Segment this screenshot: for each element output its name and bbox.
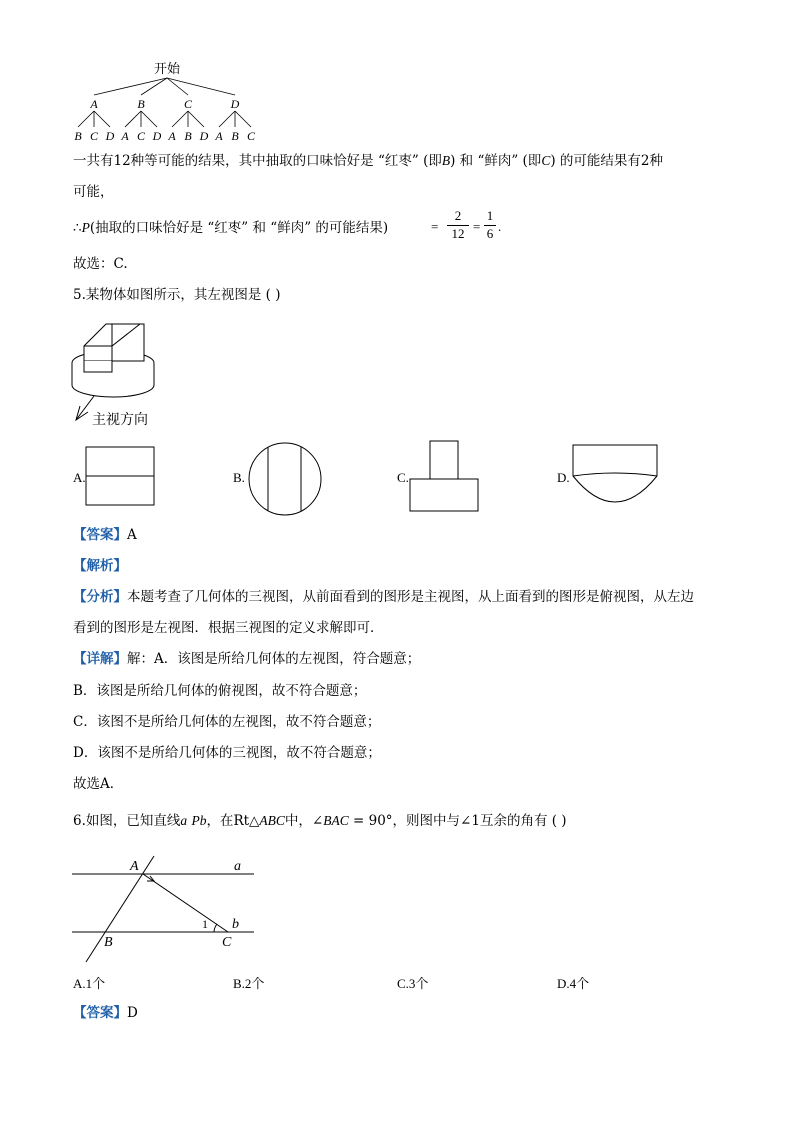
tree-l2: C bbox=[89, 129, 99, 143]
tree-root: 开始 bbox=[153, 61, 181, 76]
tree-l2: D bbox=[199, 129, 209, 143]
q5-option-b-figure bbox=[246, 441, 324, 517]
fig-label-a: A bbox=[130, 859, 139, 874]
answer-tag: 【答案】 bbox=[73, 527, 127, 543]
xiangjie-line-3: C．该图不是所给几何体的左视图，故不符合题意； bbox=[73, 714, 381, 730]
tree-l2: A bbox=[168, 129, 176, 143]
tree-l2: D bbox=[105, 129, 115, 143]
tree-l2: C bbox=[136, 129, 146, 143]
q6-text-1: 6.如图，已知直线 bbox=[73, 813, 181, 829]
choose-answer-4: 故选：C. bbox=[73, 256, 128, 272]
tree-l2: D bbox=[152, 129, 162, 143]
result-sentence-cont: 可能， bbox=[73, 184, 114, 200]
q5-solid-figure bbox=[64, 316, 174, 434]
tree-l2: B bbox=[231, 129, 239, 143]
fig-label-line-a: a bbox=[234, 859, 241, 874]
analysis-tag: 【解析】 bbox=[73, 558, 127, 574]
fig-label-b: B bbox=[104, 935, 113, 950]
tree-l2: B bbox=[74, 129, 82, 143]
q6-abc: ABC bbox=[259, 813, 285, 828]
tree-l2: A bbox=[215, 129, 223, 143]
var-b: B bbox=[441, 153, 451, 168]
q5-option-a-figure bbox=[85, 446, 157, 508]
prob-p: P bbox=[81, 220, 90, 235]
fenxi-line-1 bbox=[73, 588, 694, 606]
xiangjie-line-2: B．该图是所给几何体的俯视图，故不符合题意； bbox=[73, 683, 367, 699]
result-text-1: 一共有12种等可能的结果，其中抽取的口味恰好是 “红枣” (即 bbox=[73, 153, 442, 169]
result-text-3: ) 的可能结果有2种 bbox=[550, 153, 663, 169]
fenxi-line-2: 看到的图形是左视图．根据三视图的定义求解即可． bbox=[73, 620, 384, 636]
q6-text-4: = 90°，则图中与∠1互余的角有 ( ) bbox=[348, 813, 567, 829]
answer-tag: 【答案】 bbox=[73, 1005, 127, 1021]
fraction-2-den: 6 bbox=[484, 225, 496, 242]
fraction-2 bbox=[484, 208, 496, 242]
xiangjie-text-1: 解：A．该图是所给几何体的左视图，符合题意； bbox=[127, 651, 421, 667]
result-text-2: ) 和 “鲜肉” (即 bbox=[450, 153, 542, 169]
fig-label-angle-1: 1 bbox=[202, 917, 208, 931]
tree-l2: C bbox=[246, 129, 256, 143]
tree-l1-2: C bbox=[183, 97, 193, 111]
answer-6 bbox=[73, 1004, 138, 1022]
fraction-1 bbox=[447, 208, 469, 242]
q5-option-d[interactable]: D. bbox=[557, 470, 570, 485]
answer-value: A bbox=[127, 527, 137, 543]
fraction-1-num: 2 bbox=[454, 208, 462, 223]
fenxi-text-1: 本题考查了几何体的三视图，从前面看到的图形是主视图，从上面看到的图形是俯视图，从左边 bbox=[127, 589, 694, 605]
tree-l2: A bbox=[121, 129, 129, 143]
q6-option-d[interactable]: D.4个 bbox=[557, 976, 590, 991]
q5-option-b[interactable]: B. bbox=[233, 470, 245, 485]
q5-option-c-figure bbox=[408, 440, 482, 514]
direction-label: 主视方向 bbox=[92, 413, 148, 428]
tree-l1-1: B bbox=[137, 97, 145, 111]
tree-l2: B bbox=[184, 129, 192, 143]
q6-bac: BAC bbox=[323, 813, 349, 828]
xiangjie-tag: 【详解】 bbox=[73, 651, 127, 667]
tree-l1-0: A bbox=[90, 97, 98, 111]
therefore-symbol: ∴ bbox=[73, 220, 82, 236]
fig-label-c: C bbox=[222, 935, 232, 950]
eq-sign-1: = bbox=[431, 219, 439, 234]
q6-option-a[interactable]: A.1个 bbox=[73, 976, 106, 991]
q6-option-c[interactable]: C.3个 bbox=[397, 976, 429, 991]
fraction-1-den: 12 bbox=[447, 225, 469, 242]
answer-5 bbox=[73, 526, 137, 544]
q6-text-3: 中，∠ bbox=[284, 813, 324, 829]
q6-stem bbox=[73, 812, 567, 830]
tree-diagram bbox=[60, 55, 280, 147]
var-c: C bbox=[541, 153, 551, 168]
fig-label-line-b: b bbox=[232, 917, 239, 932]
q6-var-b: b bbox=[199, 813, 207, 828]
analysis-heading bbox=[73, 557, 127, 575]
q5-option-d-figure bbox=[571, 444, 659, 510]
q6-var-a: a bbox=[180, 813, 188, 828]
probability-formula bbox=[73, 219, 388, 237]
xiangjie-line-5: 故选A． bbox=[73, 776, 124, 792]
answer-value: D bbox=[127, 1005, 138, 1021]
xiangjie-line-4: D．该图不是所给几何体的三视图，故不符合题意； bbox=[73, 745, 381, 761]
fenxi-tag: 【分析】 bbox=[73, 589, 127, 605]
q6-figure bbox=[68, 852, 268, 966]
q6-option-b[interactable]: B.2个 bbox=[233, 976, 265, 991]
eq-sign-2: = bbox=[473, 219, 481, 234]
q5-option-a[interactable]: A. bbox=[73, 470, 86, 485]
q6-parallel-symbol: P bbox=[191, 813, 200, 828]
tree-l1-3: D bbox=[230, 97, 240, 111]
q5-stem: 5.某物体如图所示，其左视图是 ( ) bbox=[73, 287, 281, 303]
prob-text: (抽取的口味恰好是 “红枣” 和 “鲜肉” 的可能结果) bbox=[89, 220, 389, 236]
period: . bbox=[498, 219, 502, 234]
q6-rt: Rt△ bbox=[233, 813, 260, 829]
fraction-2-num: 1 bbox=[486, 208, 494, 223]
xiangjie-line-1 bbox=[73, 650, 420, 668]
result-sentence bbox=[73, 152, 663, 170]
q6-text-2: ，在 bbox=[206, 813, 234, 829]
q5-option-c[interactable]: C. bbox=[397, 470, 409, 485]
